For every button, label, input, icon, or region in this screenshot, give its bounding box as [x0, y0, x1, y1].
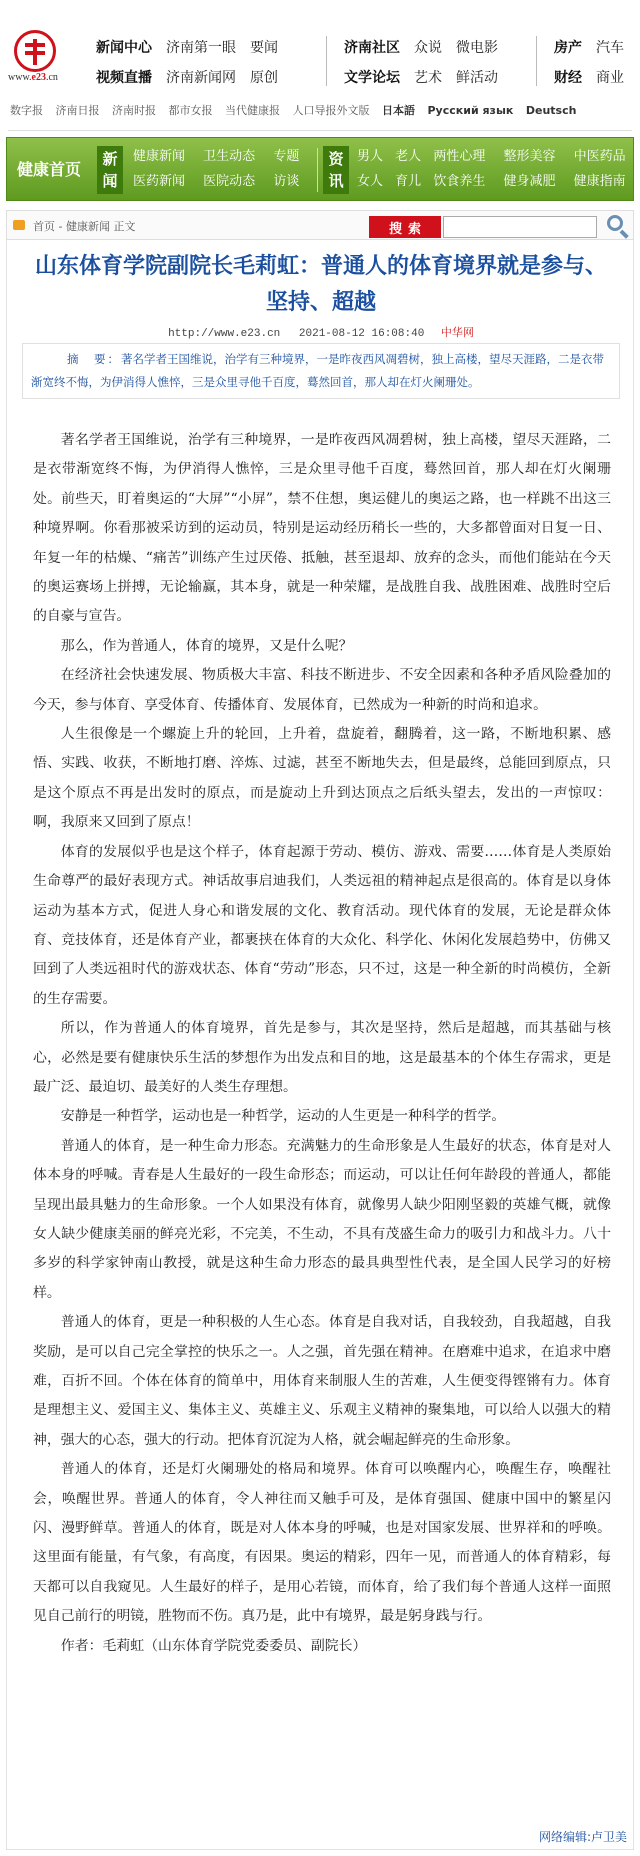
- search-input[interactable]: [443, 216, 597, 238]
- article-title: 山东体育学院副院长毛莉虹：普通人的体育境界就是参与、坚持、超越: [34, 253, 607, 315]
- news-links: [133, 144, 313, 194]
- paragraph: 普通人的体育，是一种生命力形态。充满魅力的生命形象是人生最好的状态，体育是对人体本身的呼喊。青春是人生最好的一段生命形态；而运动，可以让任何年龄段的普通人，都能呈现出最具魅力的生命形象。一个人如果没有体育，就像男人缺少阳刚坚毅的英雄气概，就像女人缺少健康美丽的鲜亮光彩，不完美，不生动，不具有茂盛生命力的吸引力和战斗力。八十多岁的科学家钟南山教授，就是这种生命力形态的最具典型性代表，是全国人民学习的好榜样。: [33, 1137, 611, 1301]
- subbar-link-russian[interactable]: Русский язык: [427, 104, 514, 117]
- article-body: [33, 426, 611, 1661]
- site-header: [0, 0, 640, 96]
- article: [6, 240, 634, 1850]
- paragraph: 在经济社会快速发展、物质极大丰富、科技不断进步、不安全因素和各种矛盾风险叠加的今天，参与体育、享受体育、传播体育、发展体育，已然成为一种新的时尚和追求。: [33, 667, 611, 713]
- nav-link[interactable]: 济南新闻网: [166, 70, 236, 86]
- subbar-link[interactable]: 济南时报: [112, 104, 156, 117]
- nav-group-finance: [554, 33, 624, 93]
- article-editor: 网络编辑:卢卫美: [538, 1830, 627, 1844]
- divider: [317, 148, 318, 192]
- logo-emblem-icon: [14, 30, 56, 72]
- nav-link[interactable]: 原创: [250, 70, 278, 86]
- nav-link[interactable]: 汽车: [596, 40, 624, 56]
- nav-link[interactable]: 济南社区: [344, 40, 400, 56]
- health-channel-nav: [6, 137, 634, 201]
- logo-url: www.e23.cn: [8, 72, 58, 83]
- divider: [8, 130, 632, 131]
- search-icon[interactable]: [605, 213, 631, 239]
- info-links: [357, 144, 626, 194]
- paragraph: 所以，作为普通人的体育境界，首先是参与，其次是坚持，然后是超越，而其基础与核心，必然是要有健康快乐生活的梦想作为出发点和目的地，这是最基本的个体生存需求，更是最广泛、最迫切、最美好的人类生存理想。: [33, 1020, 611, 1095]
- news-block-label: 新闻: [97, 146, 123, 194]
- nav-link[interactable]: 房产: [554, 40, 582, 56]
- search-button[interactable]: 搜索: [369, 216, 441, 238]
- article-url: http://www.e23.cn: [168, 328, 281, 340]
- paragraph: 那么，作为普通人，体育的境界，又是什么呢？: [60, 637, 353, 654]
- channel-link[interactable]: 健身减肥: [503, 174, 556, 189]
- nav-group-news: [96, 33, 292, 93]
- subbar-link[interactable]: 人口导报外文版: [292, 104, 370, 117]
- channel-link[interactable]: 育儿: [395, 174, 422, 189]
- nav-link[interactable]: 众说: [414, 40, 442, 56]
- channel-link[interactable]: 饮食养生: [433, 174, 486, 189]
- article-meta: [7, 324, 635, 340]
- abstract-text: 著名学者王国维说，治学有三种境界，一是昨夜西风凋碧树，独上高楼，望尽天涯路，二是衣带渐宽终不悔，为伊消得人憔悴，三是众里寻他千百度，蓦然回首，那人却在灯火阑珊处。: [31, 352, 604, 389]
- nav-link[interactable]: 艺术: [414, 70, 442, 86]
- channel-link[interactable]: 卫生动态: [203, 149, 256, 164]
- article-author: 作者：毛莉虹（山东体育学院党委委员、副院长）: [60, 1637, 367, 1654]
- nav-link[interactable]: 济南第一眼: [166, 40, 236, 56]
- article-datetime: 2021-08-12 16:08:40: [298, 328, 425, 340]
- subbar-link[interactable]: 数字报: [10, 104, 43, 117]
- paragraph: 著名学者王国维说，治学有三种境界，一是昨夜西风凋碧树，独上高楼，望尽天涯路，二是衣带渐宽终不悔，为伊消得人憔悴，三是众里寻他千百度，蓦然回首，那人却在灯火阑珊处。前些天，盯着奥运的“大屏”“小屏”，禁不住想，奥运健儿的奥运之路，也一样跳不出这三种境界啊。你看那被采访到的运动员，特别是运动经历稍长一些的，大多都曾面对日复一日、年复一年的枯燥、“痛苦”训练产生过厌倦、抵触，甚至退却、放弃的念头，而他们能站在今天的奥运赛场上拼搏，无论输赢，其本身，就是一种荣耀，是战胜自我、战胜困难、战胜时空后的自豪与宣告。: [33, 432, 611, 625]
- breadcrumb-bar: [6, 210, 634, 240]
- paragraph: 体育的发展似乎也是这个样子，体育起源于劳动、模仿、游戏、需要……体育是人类原始生命尊严的最好表现方式。神话故事启迪我们，人类远祖的精神起点是很高的。体育是以身体运动为基本方式，促进人身心和谐发展的文化、教育活动。现代体育的发展，无论是群众体育、竞技体育，还是体育产业，都裹挟在体育的大众化、科学化、休闲化发展趋势中，仿佛又回到了人类远祖时代的游戏状态、体育“劳动”形态，只不过，这是一种全新的时尚模仿，全新的生存需要。: [33, 843, 611, 1007]
- paragraph: 普通人的体育，更是一种积极的人生心态。体育是自我对话，自我较劲，自我超越，自我奖励，是可以自己完全掌控的快乐之一。人之强，首先强在精神。在磨难中追求，在追求中磨难，百折不回。个体在体育的简单中，用体育来制服人生的苦难，人生便变得铿锵有力。体育是理想主义、爱国主义、集体主义、英雄主义、乐观主义精神的聚集地，可以给人以强大的精神，强大的心态，强大的行动。把体育沉淀为人格，就会崛起鲜亮的生命形象。: [33, 1314, 611, 1448]
- info-block-label: 资讯: [323, 146, 349, 194]
- paragraph: 普通人的体育，还是灯火阑珊处的格局和境界。体育可以唤醒内心，唤醒生存，唤醒社会，唤醒世界。普通人的体育，令人神往而又触手可及，是体育强国、健康中国中的繁星闪闪、漫野鲜草。普通人的体育，既是对人体本身的呼喊，也是对国家发展、世界祥和的呼唤。这里面有能量，有气象，有高度，有因果。奥运的精彩，四年一见，而普通人的体育精彩，每天都可以自我窥见。人生最好的样子，是用心若镜，而体育，给了我们每个普通人这样一面照见自己前行的明镜，胜物而不伤。真乃是，此中有境界，最是躬身践与行。: [33, 1461, 611, 1625]
- channel-link[interactable]: 医药新闻: [133, 174, 186, 189]
- subbar-link[interactable]: 济南日报: [55, 104, 100, 117]
- health-home-link[interactable]: 健康首页: [16, 160, 81, 179]
- channel-link[interactable]: 健康新闻: [133, 149, 186, 164]
- divider: [326, 36, 327, 86]
- abstract-label: 摘 要：: [67, 352, 121, 366]
- divider: [536, 36, 537, 86]
- nav-group-community: [344, 33, 512, 93]
- home-icon: [13, 220, 25, 230]
- site-logo[interactable]: [6, 30, 76, 86]
- channel-link[interactable]: 访谈: [273, 174, 300, 189]
- channel-link[interactable]: 专题: [273, 149, 300, 164]
- article-source[interactable]: 中华网: [440, 328, 474, 340]
- subbar-link[interactable]: 当代健康报: [225, 104, 280, 117]
- nav-link[interactable]: 视频直播: [96, 70, 152, 86]
- channel-link[interactable]: 两性心理: [433, 149, 486, 164]
- channel-link[interactable]: 健康指南: [573, 174, 626, 189]
- channel-link[interactable]: 女人: [357, 174, 384, 189]
- subbar-link[interactable]: 都市女报: [168, 104, 213, 117]
- paragraph: 安静是一种哲学，运动也是一种哲学，运动的人生更是一种科学的哲学。: [60, 1108, 506, 1125]
- nav-link[interactable]: 财经: [554, 70, 582, 86]
- article-abstract: [22, 343, 620, 399]
- breadcrumb[interactable]: 首页 - 健康新闻 正文: [33, 220, 136, 233]
- channel-link[interactable]: 男人: [357, 149, 384, 164]
- nav-link[interactable]: 文学论坛: [344, 70, 400, 86]
- nav-link[interactable]: 鲜活动: [456, 70, 498, 86]
- nav-link[interactable]: 新闻中心: [96, 40, 152, 56]
- nav-link[interactable]: 要闻: [250, 40, 278, 56]
- nav-link[interactable]: 商业: [596, 70, 624, 86]
- subbar-link-german[interactable]: Deutsch: [525, 104, 577, 117]
- channel-link[interactable]: 老人: [395, 149, 422, 164]
- paragraph: 人生很像是一个螺旋上升的轮回，上升着，盘旋着，翻腾着，这一路，不断地积累、感悟、实践、收获，不断地打磨、淬炼、过滤，甚至不断地失去，但是最终，总能回到原点，只是这个原点不再是出发时的原点，而是旋动上升到达顶点之后纸头望去，发出的一声惊叹：啊，我原来又回到了原点！: [33, 726, 611, 831]
- channel-link[interactable]: 中医药品: [573, 149, 626, 164]
- nav-link[interactable]: 微电影: [456, 40, 498, 56]
- subbar-link-japanese[interactable]: 日本語: [382, 104, 415, 117]
- channel-link[interactable]: 整形美容: [503, 149, 556, 164]
- newspaper-links-bar: [10, 102, 585, 122]
- channel-link[interactable]: 医院动态: [203, 174, 256, 189]
